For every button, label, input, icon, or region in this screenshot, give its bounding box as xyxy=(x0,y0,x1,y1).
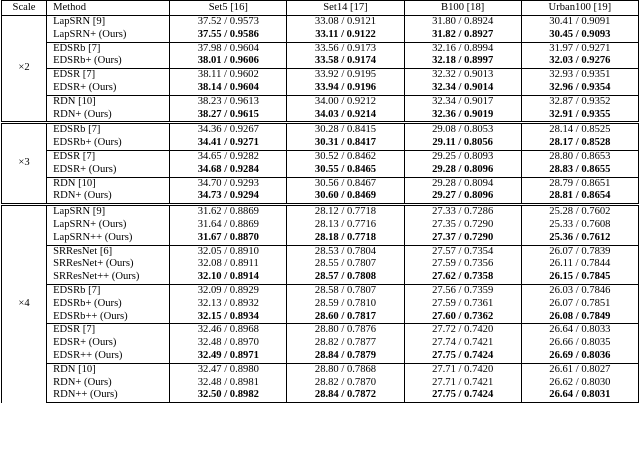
header-set5: Set5 [16] xyxy=(170,1,287,16)
value-cell: 26.64 / 0.8031 xyxy=(521,389,638,402)
value-cell: 38.27 / 0.9615 xyxy=(170,109,287,123)
table-row xyxy=(2,205,639,219)
method-cell: EDSRb [7] xyxy=(47,42,170,55)
value-cell: 32.96 / 0.9354 xyxy=(521,82,638,95)
table-row xyxy=(2,219,639,232)
value-cell: 28.84 / 0.7872 xyxy=(287,389,404,402)
table-row xyxy=(2,350,639,363)
table-row xyxy=(2,82,639,95)
value-cell: 32.13 / 0.8932 xyxy=(170,298,287,311)
value-cell: 34.36 / 0.9267 xyxy=(170,123,287,137)
value-cell: 28.58 / 0.7807 xyxy=(287,284,404,297)
table-row xyxy=(2,337,639,350)
value-cell: 28.17 / 0.8528 xyxy=(521,137,638,150)
method-cell: EDSRb+ (Ours) xyxy=(47,298,170,311)
table-row xyxy=(2,389,639,402)
method-cell: EDSR+ (Ours) xyxy=(47,164,170,177)
table-row xyxy=(2,363,639,376)
value-cell: 33.56 / 0.9173 xyxy=(287,42,404,55)
value-cell: 28.55 / 0.7807 xyxy=(287,258,404,271)
value-cell: 27.59 / 0.7361 xyxy=(404,298,521,311)
value-cell: 32.87 / 0.9352 xyxy=(521,95,638,108)
value-cell: 34.70 / 0.9293 xyxy=(170,177,287,190)
value-cell: 38.14 / 0.9604 xyxy=(170,82,287,95)
results-table xyxy=(1,0,639,403)
value-cell: 27.72 / 0.7420 xyxy=(404,324,521,337)
table-body xyxy=(2,16,639,403)
value-cell: 32.34 / 0.9017 xyxy=(404,95,521,108)
method-cell: EDSRb [7] xyxy=(47,284,170,297)
table-row xyxy=(2,177,639,190)
header-method: Method xyxy=(47,1,170,16)
value-cell: 33.58 / 0.9174 xyxy=(287,55,404,68)
value-cell: 30.28 / 0.8415 xyxy=(287,123,404,137)
value-cell: 29.28 / 0.8094 xyxy=(404,177,521,190)
value-cell: 28.79 / 0.8651 xyxy=(521,177,638,190)
value-cell: 31.80 / 0.8924 xyxy=(404,16,521,29)
value-cell: 30.52 / 0.8462 xyxy=(287,150,404,163)
value-cell: 32.18 / 0.8997 xyxy=(404,55,521,68)
value-cell: 27.75 / 0.7424 xyxy=(404,389,521,402)
table-row xyxy=(2,164,639,177)
value-cell: 26.07 / 0.7851 xyxy=(521,298,638,311)
value-cell: 26.11 / 0.7844 xyxy=(521,258,638,271)
value-cell: 32.93 / 0.9351 xyxy=(521,69,638,82)
value-cell: 32.03 / 0.9276 xyxy=(521,55,638,68)
value-cell: 34.68 / 0.9284 xyxy=(170,164,287,177)
value-cell: 29.08 / 0.8053 xyxy=(404,123,521,137)
method-cell: EDSR [7] xyxy=(47,150,170,163)
value-cell: 32.15 / 0.8934 xyxy=(170,311,287,324)
value-cell: 32.48 / 0.8981 xyxy=(170,377,287,390)
scale-cell: ×4 xyxy=(2,205,47,403)
method-cell: LapSRN+ (Ours) xyxy=(47,29,170,42)
value-cell: 38.01 / 0.9606 xyxy=(170,55,287,68)
value-cell: 38.11 / 0.9602 xyxy=(170,69,287,82)
value-cell: 34.41 / 0.9271 xyxy=(170,137,287,150)
method-cell: RDN [10] xyxy=(47,363,170,376)
method-cell: EDSRb++ (Ours) xyxy=(47,311,170,324)
value-cell: 32.34 / 0.9014 xyxy=(404,82,521,95)
value-cell: 37.98 / 0.9604 xyxy=(170,42,287,55)
value-cell: 32.48 / 0.8970 xyxy=(170,337,287,350)
value-cell: 32.16 / 0.8994 xyxy=(404,42,521,55)
value-cell: 28.59 / 0.7810 xyxy=(287,298,404,311)
value-cell: 26.62 / 0.8030 xyxy=(521,377,638,390)
value-cell: 25.28 / 0.7602 xyxy=(521,205,638,219)
value-cell: 32.49 / 0.8971 xyxy=(170,350,287,363)
value-cell: 25.33 / 0.7608 xyxy=(521,219,638,232)
method-cell: EDSR++ (Ours) xyxy=(47,350,170,363)
table-row xyxy=(2,29,639,42)
value-cell: 37.52 / 0.9573 xyxy=(170,16,287,29)
value-cell: 31.82 / 0.8927 xyxy=(404,29,521,42)
scale-cell: ×2 xyxy=(2,16,47,123)
value-cell: 26.08 / 0.7849 xyxy=(521,311,638,324)
value-cell: 28.84 / 0.7879 xyxy=(287,350,404,363)
table-row xyxy=(2,232,639,245)
value-cell: 28.18 / 0.7718 xyxy=(287,232,404,245)
method-cell: EDSRb+ (Ours) xyxy=(47,137,170,150)
method-cell: EDSR+ (Ours) xyxy=(47,82,170,95)
method-cell: EDSRb+ (Ours) xyxy=(47,55,170,68)
value-cell: 32.32 / 0.9013 xyxy=(404,69,521,82)
method-cell: RDN [10] xyxy=(47,95,170,108)
table-row xyxy=(2,16,639,29)
value-cell: 28.80 / 0.8653 xyxy=(521,150,638,163)
value-cell: 33.92 / 0.9195 xyxy=(287,69,404,82)
value-cell: 28.57 / 0.7808 xyxy=(287,271,404,284)
method-cell: SRResNet [6] xyxy=(47,245,170,258)
value-cell: 32.10 / 0.8914 xyxy=(170,271,287,284)
value-cell: 30.56 / 0.8467 xyxy=(287,177,404,190)
value-cell: 27.56 / 0.7359 xyxy=(404,284,521,297)
value-cell: 32.36 / 0.9019 xyxy=(404,109,521,123)
table-row xyxy=(2,324,639,337)
header-set14: Set14 [17] xyxy=(287,1,404,16)
value-cell: 29.11 / 0.8056 xyxy=(404,137,521,150)
value-cell: 26.15 / 0.7845 xyxy=(521,271,638,284)
value-cell: 30.60 / 0.8469 xyxy=(287,190,404,204)
table-row xyxy=(2,284,639,297)
method-cell: SRResNet++ (Ours) xyxy=(47,271,170,284)
value-cell: 27.75 / 0.7424 xyxy=(404,350,521,363)
value-cell: 25.36 / 0.7612 xyxy=(521,232,638,245)
value-cell: 31.97 / 0.9271 xyxy=(521,42,638,55)
value-cell: 27.62 / 0.7358 xyxy=(404,271,521,284)
value-cell: 30.31 / 0.8417 xyxy=(287,137,404,150)
value-cell: 32.47 / 0.8980 xyxy=(170,363,287,376)
table-row xyxy=(2,377,639,390)
header-b100: B100 [18] xyxy=(404,1,521,16)
table-row xyxy=(2,137,639,150)
value-cell: 34.73 / 0.9294 xyxy=(170,190,287,204)
table-row xyxy=(2,109,639,123)
value-cell: 27.60 / 0.7362 xyxy=(404,311,521,324)
table-row xyxy=(2,123,639,137)
method-cell: LapSRN+ (Ours) xyxy=(47,219,170,232)
value-cell: 26.69 / 0.8036 xyxy=(521,350,638,363)
value-cell: 27.71 / 0.7420 xyxy=(404,363,521,376)
method-cell: SRResNet+ (Ours) xyxy=(47,258,170,271)
method-cell: EDSR [7] xyxy=(47,69,170,82)
value-cell: 32.50 / 0.8982 xyxy=(170,389,287,402)
value-cell: 30.41 / 0.9091 xyxy=(521,16,638,29)
value-cell: 28.12 / 0.7718 xyxy=(287,205,404,219)
value-cell: 38.23 / 0.9613 xyxy=(170,95,287,108)
value-cell: 28.81 / 0.8654 xyxy=(521,190,638,204)
table-row xyxy=(2,298,639,311)
value-cell: 29.28 / 0.8096 xyxy=(404,164,521,177)
value-cell: 30.55 / 0.8465 xyxy=(287,164,404,177)
value-cell: 26.66 / 0.8035 xyxy=(521,337,638,350)
method-cell: RDN [10] xyxy=(47,177,170,190)
value-cell: 27.33 / 0.7286 xyxy=(404,205,521,219)
table-row xyxy=(2,258,639,271)
value-cell: 27.37 / 0.7290 xyxy=(404,232,521,245)
header-row xyxy=(2,1,639,16)
table-row xyxy=(2,311,639,324)
value-cell: 29.27 / 0.8096 xyxy=(404,190,521,204)
value-cell: 28.82 / 0.7870 xyxy=(287,377,404,390)
table-row xyxy=(2,69,639,82)
value-cell: 27.59 / 0.7356 xyxy=(404,258,521,271)
value-cell: 33.11 / 0.9122 xyxy=(287,29,404,42)
value-cell: 28.60 / 0.7817 xyxy=(287,311,404,324)
value-cell: 28.80 / 0.7868 xyxy=(287,363,404,376)
method-cell: EDSR [7] xyxy=(47,324,170,337)
value-cell: 26.03 / 0.7846 xyxy=(521,284,638,297)
method-cell: RDN+ (Ours) xyxy=(47,377,170,390)
value-cell: 30.45 / 0.9093 xyxy=(521,29,638,42)
value-cell: 31.67 / 0.8870 xyxy=(170,232,287,245)
method-cell: EDSRb [7] xyxy=(47,123,170,137)
table-row xyxy=(2,271,639,284)
method-cell: EDSR+ (Ours) xyxy=(47,337,170,350)
value-cell: 28.14 / 0.8525 xyxy=(521,123,638,137)
value-cell: 34.03 / 0.9214 xyxy=(287,109,404,123)
method-cell: LapSRN [9] xyxy=(47,205,170,219)
value-cell: 31.62 / 0.8869 xyxy=(170,205,287,219)
value-cell: 27.57 / 0.7354 xyxy=(404,245,521,258)
value-cell: 27.35 / 0.7290 xyxy=(404,219,521,232)
header-urban100: Urban100 [19] xyxy=(521,1,638,16)
value-cell: 28.80 / 0.7876 xyxy=(287,324,404,337)
value-cell: 32.08 / 0.8911 xyxy=(170,258,287,271)
table-row xyxy=(2,42,639,55)
value-cell: 28.53 / 0.7804 xyxy=(287,245,404,258)
table-row xyxy=(2,95,639,108)
value-cell: 26.64 / 0.8033 xyxy=(521,324,638,337)
value-cell: 34.00 / 0.9212 xyxy=(287,95,404,108)
value-cell: 32.05 / 0.8910 xyxy=(170,245,287,258)
value-cell: 27.74 / 0.7421 xyxy=(404,337,521,350)
method-cell: LapSRN [9] xyxy=(47,16,170,29)
value-cell: 28.13 / 0.7716 xyxy=(287,219,404,232)
value-cell: 26.61 / 0.8027 xyxy=(521,363,638,376)
value-cell: 29.25 / 0.8093 xyxy=(404,150,521,163)
value-cell: 28.83 / 0.8655 xyxy=(521,164,638,177)
value-cell: 27.71 / 0.7421 xyxy=(404,377,521,390)
value-cell: 32.91 / 0.9355 xyxy=(521,109,638,123)
value-cell: 34.65 / 0.9282 xyxy=(170,150,287,163)
table-row xyxy=(2,150,639,163)
method-cell: LapSRN++ (Ours) xyxy=(47,232,170,245)
value-cell: 37.55 / 0.9586 xyxy=(170,29,287,42)
value-cell: 32.46 / 0.8968 xyxy=(170,324,287,337)
value-cell: 32.09 / 0.8929 xyxy=(170,284,287,297)
method-cell: RDN+ (Ours) xyxy=(47,109,170,123)
method-cell: RDN+ (Ours) xyxy=(47,190,170,204)
method-cell: RDN++ (Ours) xyxy=(47,389,170,402)
value-cell: 28.82 / 0.7877 xyxy=(287,337,404,350)
value-cell: 31.64 / 0.8869 xyxy=(170,219,287,232)
value-cell: 26.07 / 0.7839 xyxy=(521,245,638,258)
value-cell: 33.08 / 0.9121 xyxy=(287,16,404,29)
table-row xyxy=(2,55,639,68)
header-scale: Scale xyxy=(2,1,47,16)
table-row xyxy=(2,190,639,204)
value-cell: 33.94 / 0.9196 xyxy=(287,82,404,95)
table-row xyxy=(2,245,639,258)
scale-cell: ×3 xyxy=(2,123,47,205)
